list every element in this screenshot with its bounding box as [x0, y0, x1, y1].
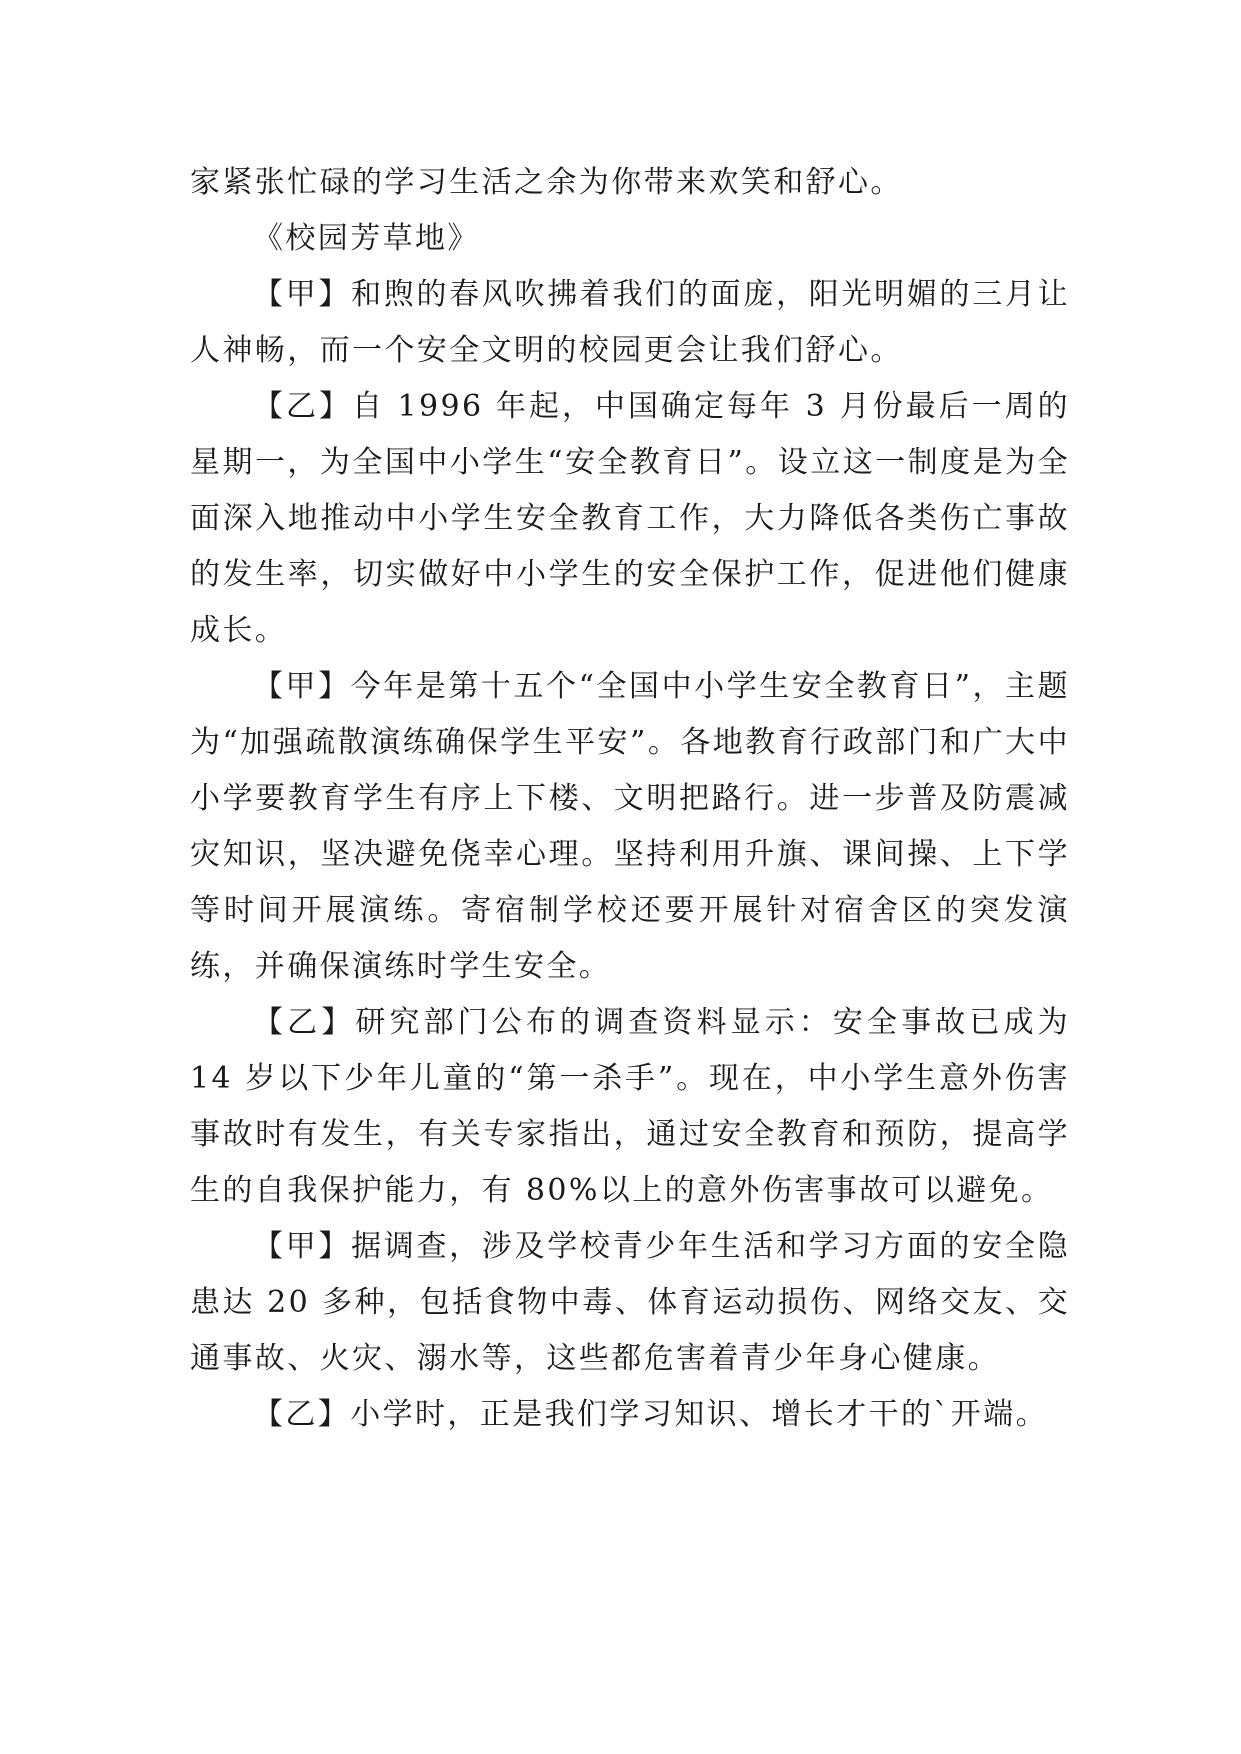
section-title: 《校园芳草地》: [253, 221, 480, 256]
paragraph-yi-3: 【乙】小学时，正是我们学习知识、增长才干的`开端。: [253, 1397, 1048, 1432]
paragraph-jia-3: 【甲】据调查，涉及学校青少年生活和学习方面的安全隐患达 20 多种，包括食物中毒、体育运动损伤、网络交友、交通事故、火灾、溺水等，这些都危害着青少年身心健康。: [190, 1229, 1070, 1376]
paragraph-jia-1: 【甲】和煦的春风吹拂着我们的面庞，阳光明媚的三月让人神畅，而一个安全文明的校园更会让我们舒心。: [190, 277, 1070, 368]
paragraph-jia-2: 【甲】今年是第十五个“全国中小学生安全教育日”，主题为“加强疏散演练确保学生平安”。各地教育行政部门和广大中小学要教育学生有序上下楼、文明把路行。进一步普及防震减灾知识，坚决避免侥幸心理。坚持利用升旗、课间操、上下学等时间开展演练。寄宿制学校还要开展针对宿舍区的突发演练，并确保演练时学生安全。: [190, 669, 1070, 984]
paragraph-yi-2: 【乙】研究部门公布的调查资料显示：安全事故已成为14 岁以下少年儿童的“第一杀手”。现在，中小学生意外伤害事故时有发生，有关专家指出，通过安全教育和预防，提高学生的自我保护能力，有 80%以上的意外伤害事故可以避免。: [190, 1005, 1070, 1208]
paragraph-yi-1: 【乙】自 1996 年起，中国确定每年 3 月份最后一周的星期一，为全国中小学生“安全教育日”。设立这一制度是为全面深入地推动中小学生安全教育工作，大力降低各类伤亡事故的发生率，切实做好中小学生的安全保护工作，促进他们健康成长。: [190, 389, 1070, 648]
document-body: [190, 155, 1070, 1443]
paragraph-continuation: 家紧张忙碌的学习生活之余为你带来欢笑和舒心。: [190, 165, 903, 200]
